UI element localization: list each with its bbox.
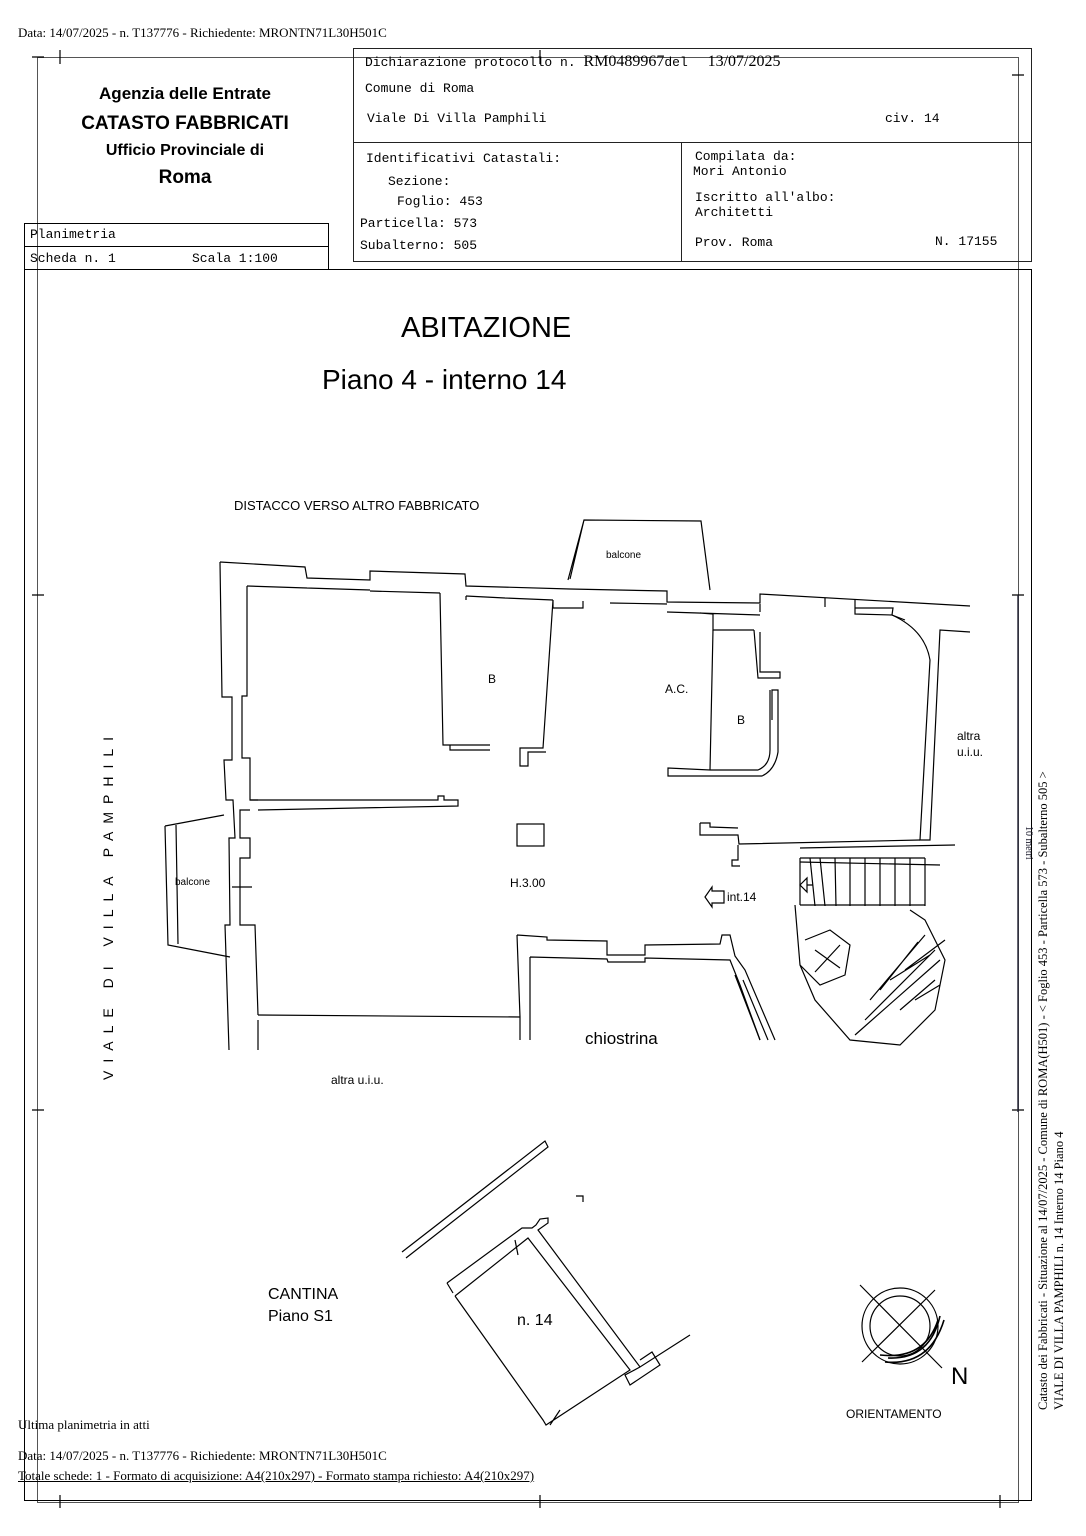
ufficio-city: Roma <box>158 167 212 188</box>
header-request-line: Data: 14/07/2025 - n. T137776 - Richiedente: MRONTN71L30H501C <box>18 25 387 40</box>
plan-title: ABITAZIONE <box>401 312 572 344</box>
cantina-number-label: n. 14 <box>517 1312 553 1329</box>
uiu-right-label: u.i.u. <box>957 745 984 759</box>
scheda-label: Scheda n. 1 <box>30 251 116 266</box>
scale-bar-label: 10 metri <box>1023 826 1034 860</box>
street-label: VIALE DI VILLA PAMPHILI <box>100 728 116 1080</box>
catasto-title: CATASTO FABBRICATI <box>81 113 289 134</box>
balcone-left-label: balcone <box>175 877 211 888</box>
orientamento-label: ORIENTAMENTO <box>846 1407 942 1421</box>
albo-number: N. 17155 <box>935 234 998 249</box>
plan-subtitle: Piano 4 - interno 14 <box>322 364 567 395</box>
comune-label: Comune di Roma <box>365 81 475 96</box>
room-ac-label: A.C. <box>665 682 689 696</box>
cantina-label: CANTINA <box>268 1286 339 1303</box>
room-b1-label: B <box>488 672 497 686</box>
footer-schede-line: Totale schede: 1 - Formato di acquisizione: A4(210x297) - Formato stampa richiesto: A4(210x297) <box>18 1468 535 1483</box>
north-label: N <box>951 1363 969 1390</box>
ultima-planimetria: Ultima planimetria in atti <box>18 1417 150 1432</box>
altra-bottom-label: altra u.i.u. <box>331 1073 384 1087</box>
protocol-number: RM0489967 <box>583 53 665 70</box>
particella-label: Particella: 573 <box>360 216 478 231</box>
distacco-label: DISTACCO VERSO ALTRO FABBRICATO <box>234 498 480 513</box>
subalterno-label: Subalterno: 505 <box>360 238 478 253</box>
scala-label: Scala 1:100 <box>192 251 278 266</box>
protocol-date: 13/07/2025 <box>707 53 781 70</box>
doc-type-label: Planimetria <box>30 227 116 242</box>
int-label: int.14 <box>727 890 757 904</box>
agency-name: Agenzia delle Entrate <box>99 84 271 103</box>
albo-label: Architetti <box>695 205 774 220</box>
iscritto-label: Iscritto all'albo: <box>695 190 836 205</box>
address-label: Viale Di Villa Pamphili <box>367 111 547 126</box>
balcone-top-label: balcone <box>606 550 642 561</box>
ufficio-label: Ufficio Provinciale di <box>105 142 265 159</box>
cantina-floor-label: Piano S1 <box>268 1308 333 1325</box>
compilata-name: Mori Antonio <box>693 164 787 179</box>
sezione-label: Sezione: <box>388 174 451 189</box>
foglio-label: Foglio: 453 <box>397 194 483 209</box>
ident-title: Identificativi Catastali: <box>366 151 562 166</box>
compilata-label: Compilata da: <box>695 149 797 164</box>
protocol-del: del <box>664 55 688 70</box>
altra-right-label: altra <box>957 729 981 743</box>
chiostrina-label: chiostrina <box>585 1029 658 1048</box>
protocol-label: Dichiarazione protocollo n. <box>365 55 576 70</box>
side-cadastral-line: Catasto dei Fabbricati - Situazione al 14/07/2025 - Comune di ROMA(H501) - < Foglio 453 - Particella 573 - Subalterno 505 > <box>1036 771 1050 1410</box>
height-label: H.3.00 <box>510 876 546 890</box>
footer-request-line: Data: 14/07/2025 - n. T137776 - Richiedente: MRONTN71L30H501C <box>18 1448 387 1463</box>
side-address-line: VIALE DI VILLA PAMPHILI n. 14 Interno 14 Piano 4 <box>1052 1131 1066 1410</box>
civ-label: civ. 14 <box>885 111 940 126</box>
room-b2-label: B <box>737 713 746 727</box>
prov-label: Prov. Roma <box>695 235 774 250</box>
